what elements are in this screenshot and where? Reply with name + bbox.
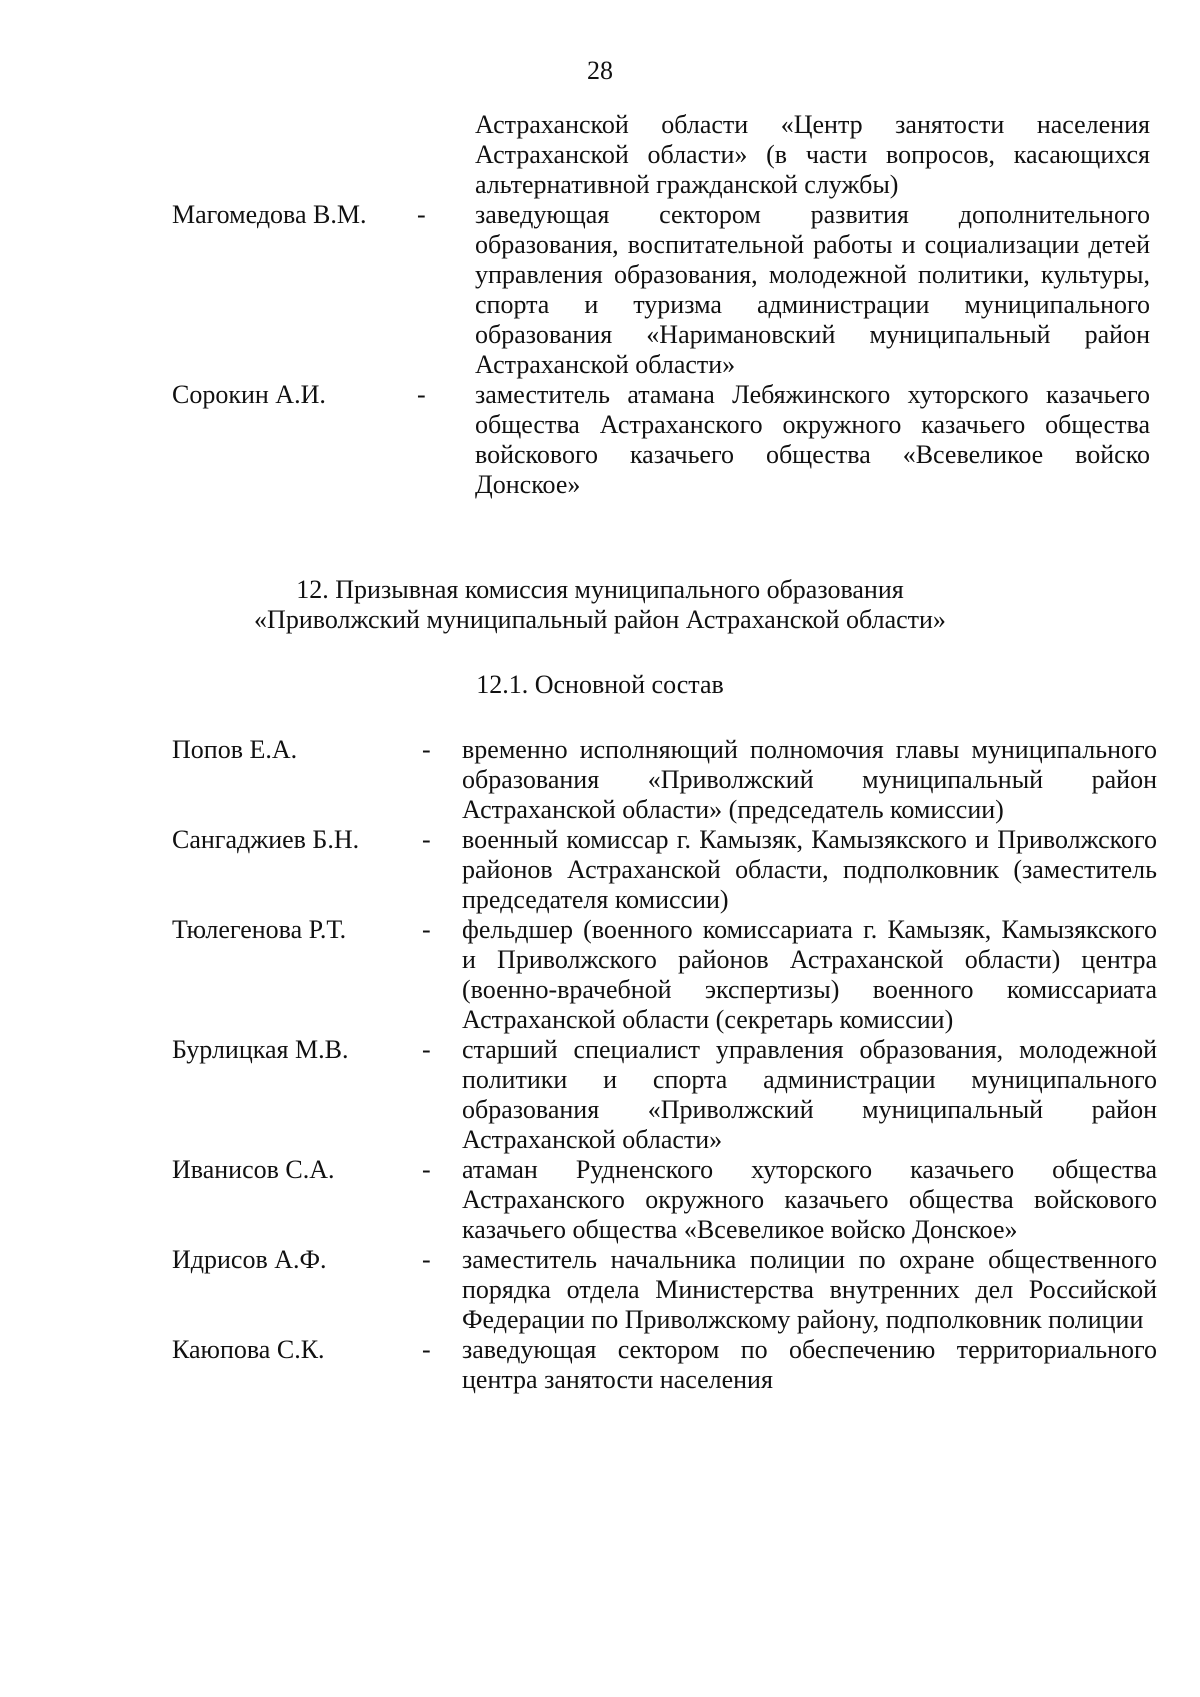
member-name: Каюпова С.К. [172, 1335, 325, 1364]
member-name: Иванисов С.А. [172, 1155, 335, 1184]
section-title-line-1: 12. Призывная комиссия муниципального образования [296, 575, 904, 604]
member-dash [417, 110, 475, 200]
member-position: фельдшер (военного комиссариата г. Камызяк, Камызякского и Приволжского районов Астраханской области) центра (военно-врачебной экспертизы) военного комиссариата Астраханской области (секретарь комиссии) [462, 915, 1157, 1034]
member-position: Астраханской области «Центр занятости населения Астраханской области» (в части вопросов, касающихся альтернативной гражданской службы) [475, 110, 1150, 199]
member-entry [172, 380, 1150, 500]
member-dash: - [422, 1155, 431, 1184]
member-position: заведующая сектором по обеспечению территориального центра занятости населения [462, 1335, 1157, 1394]
member-position: заместитель начальника полиции по охране общественного порядка отдела Министерства внутренних дел Российской Федерации по Приволжскому району, подполковник полиции [462, 1245, 1157, 1334]
subsection-title: 12.1. Основной состав [476, 670, 724, 699]
member-dash: - [422, 1335, 431, 1364]
member-position: старший специалист управления образования, молодежной политики и спорта администрации муниципального образования «Приволжский муниципальный район Астраханской области» [462, 1035, 1157, 1154]
member-name: Сангаджиев Б.Н. [172, 825, 360, 854]
member-name: Сорокин А.И. [172, 380, 326, 409]
member-position: атаман Рудненского хуторского казачьего общества Астраханского окружного казачьего общества войскового казачьего общества «Всевеликое войско Донское» [462, 1155, 1157, 1244]
member-name: Бурлицкая М.В. [172, 1035, 349, 1064]
member-name: Попов Е.А. [172, 735, 298, 764]
member-entry [172, 915, 1157, 1035]
member-entry [172, 200, 1150, 380]
member-name: Магомедова В.М. [172, 200, 367, 229]
member-entry [172, 1245, 1157, 1335]
member-position: военный комиссар г. Камызяк, Камызякского и Приволжского районов Астраханской области, подполковник (заместитель председателя комиссии) [462, 825, 1157, 914]
member-entry [172, 735, 1157, 825]
member-dash: - [422, 1035, 431, 1064]
member-position: заместитель атамана Лебяжинского хуторского казачьего общества Астраханского окружного казачьего общества войскового казачьего общества «Всевеликое войско Донское» [475, 380, 1150, 499]
member-dash: - [422, 915, 431, 944]
member-entry [172, 825, 1157, 915]
member-position: временно исполняющий полномочия главы муниципального образования «Приволжский муниципальный район Астраханской области» (председатель комиссии) [462, 735, 1157, 824]
member-position: заведующая сектором развития дополнительного образования, воспитательной работы и социализации детей управления образования, молодежной политики, культуры, спорта и туризма администрации муниципального образования «Наримановский муниципальный район Астраханской области» [475, 200, 1150, 379]
member-dash: - [422, 1245, 431, 1274]
member-dash: - [417, 380, 426, 409]
section-title-line-2: «Приволжский муниципальный район Астраханской области» [254, 605, 946, 634]
member-dash: - [422, 825, 431, 854]
continued-member-list [172, 110, 1150, 500]
member-dash: - [417, 200, 426, 229]
page-number: 28 [587, 56, 613, 85]
member-entry [172, 110, 1150, 200]
member-name: Тюлегенова Р.Т. [172, 915, 347, 944]
section-title [0, 575, 1200, 635]
member-entry [172, 1335, 1157, 1395]
member-entry [172, 1155, 1157, 1245]
main-member-list [172, 735, 1157, 1395]
member-dash: - [422, 735, 431, 764]
member-name: Идрисов А.Ф. [172, 1245, 327, 1274]
member-name [172, 110, 417, 200]
member-entry [172, 1035, 1157, 1155]
